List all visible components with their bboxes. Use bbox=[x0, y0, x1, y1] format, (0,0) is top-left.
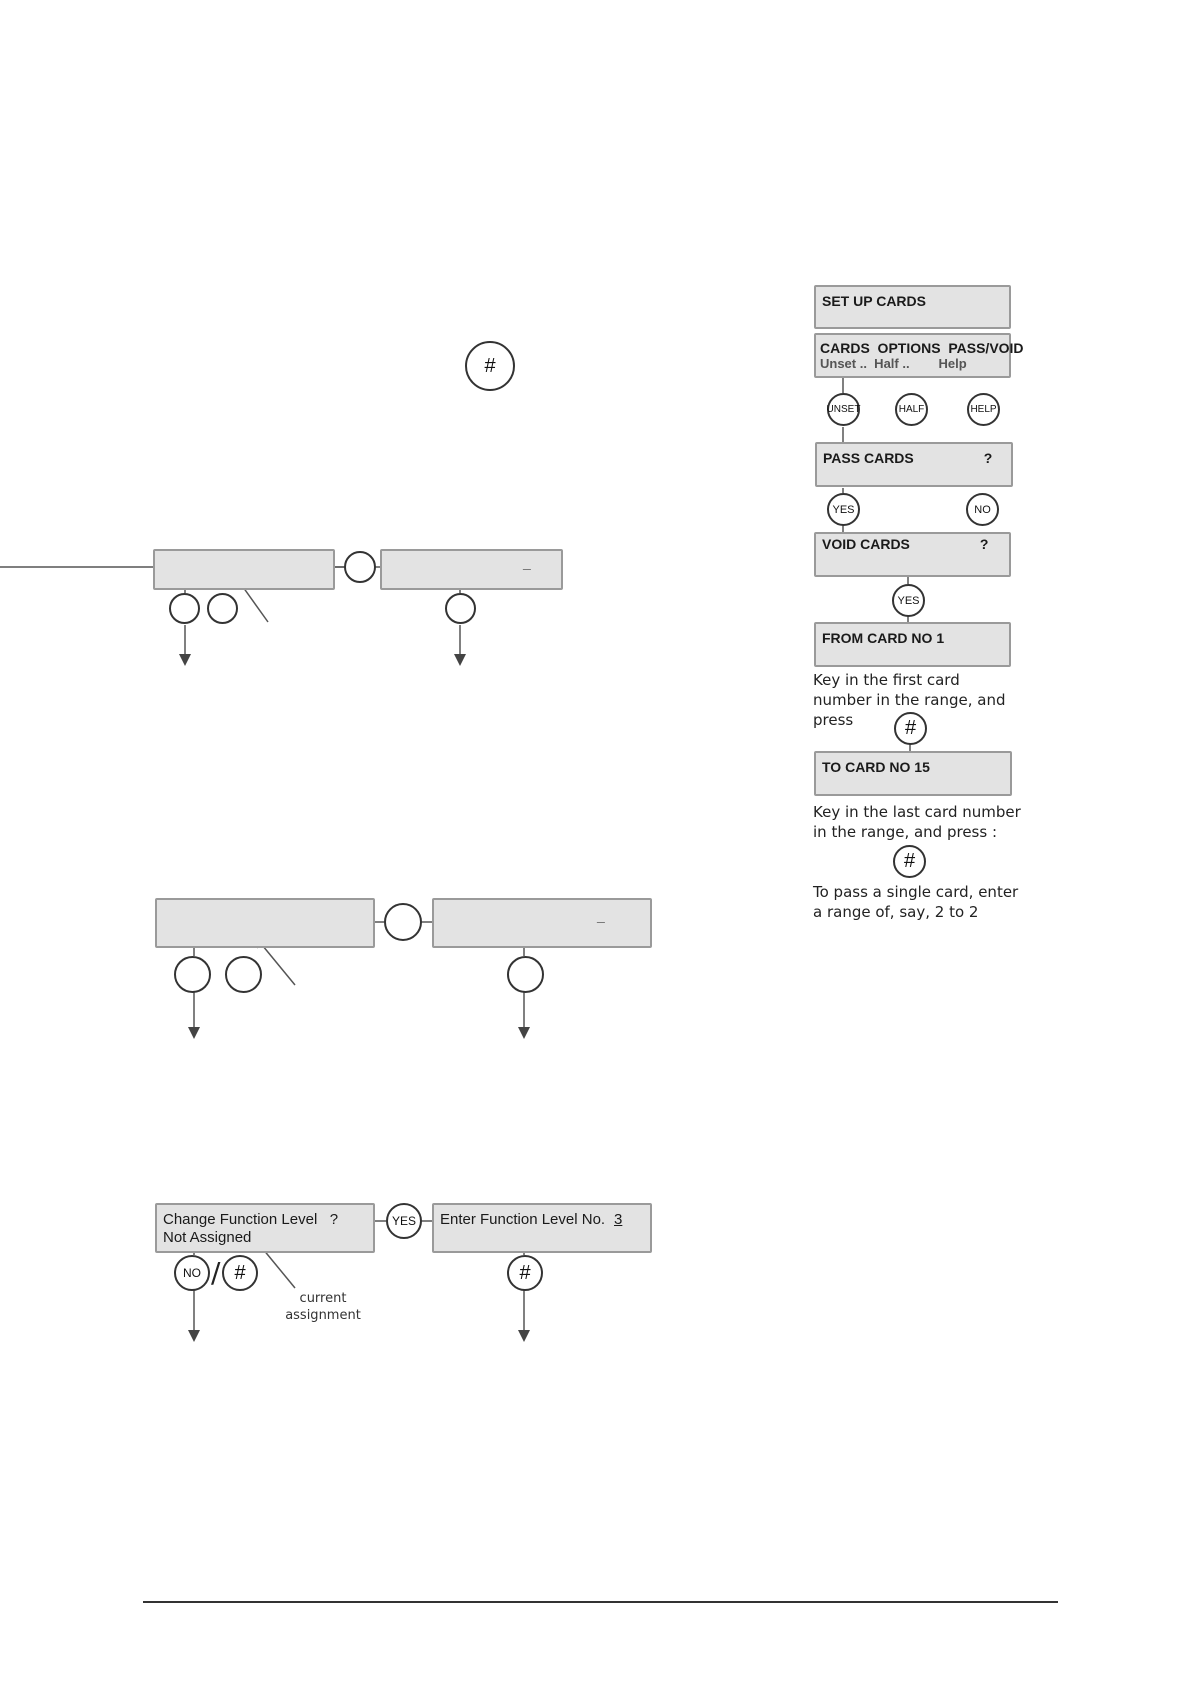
diagram2-left-key-b[interactable] bbox=[225, 956, 262, 993]
seq-display-4-line1: VOID CARDS ? bbox=[822, 536, 989, 552]
no-key[interactable]: NO bbox=[966, 493, 999, 526]
seq-display-setup-cards bbox=[814, 285, 1011, 329]
seq-display-cards-menu bbox=[814, 333, 1024, 378]
seq-display-3-line1: PASS CARDS ? bbox=[823, 450, 993, 466]
hash-key-to[interactable]: # bbox=[893, 845, 926, 878]
diagram2-center-key[interactable] bbox=[384, 903, 422, 941]
seq-display-6-line1: TO CARD NO 15 bbox=[822, 759, 930, 775]
yes-key-2[interactable]: YES bbox=[892, 584, 925, 617]
note-first-card: Key in the first card number in the range, and press bbox=[813, 671, 1006, 729]
diagram2-right-key[interactable] bbox=[507, 956, 544, 993]
diagram3-right-value: 3 bbox=[614, 1211, 623, 1228]
diagram3-annotation: current assignment bbox=[285, 1291, 361, 1323]
diagram2-left-key-a[interactable] bbox=[174, 956, 211, 993]
seq-display-2-line1: CARDS OPTIONS PASS/VOID bbox=[820, 340, 1024, 356]
diagram3-left-line2: Not Assigned bbox=[163, 1229, 252, 1246]
seq-display-from-card bbox=[814, 622, 1011, 667]
diagram3-left-line1: Change Function Level ? bbox=[163, 1211, 339, 1228]
diagram1-left-key-a[interactable] bbox=[169, 593, 200, 624]
diagram2-right-display bbox=[432, 898, 652, 948]
note-last-card: Key in the last card number in the range, and press : bbox=[813, 803, 1021, 841]
diagram3-slash: / bbox=[211, 1256, 221, 1289]
diagram3-yes-key[interactable]: YES bbox=[386, 1203, 422, 1239]
unset-key[interactable]: UNSET bbox=[827, 393, 860, 426]
diagram3-right-display bbox=[432, 1203, 652, 1253]
diagram1-right-display bbox=[380, 549, 563, 590]
diagram2-left-display bbox=[155, 898, 375, 948]
seq-display-1-line1: SET UP CARDS bbox=[822, 293, 926, 309]
yes-key-1[interactable]: YES bbox=[827, 493, 860, 526]
seq-display-void-cards bbox=[814, 532, 1011, 577]
footer-rule bbox=[143, 1601, 1058, 1603]
diagram1-center-key[interactable] bbox=[344, 551, 376, 583]
diagram3-hash-key-left[interactable]: # bbox=[222, 1255, 258, 1291]
diagram1-left-display bbox=[153, 549, 335, 590]
diagram1-left-key-b[interactable] bbox=[207, 593, 238, 624]
diagram1-cursor: _ bbox=[523, 555, 531, 571]
diagram3-right-line1: Enter Function Level No. bbox=[440, 1211, 606, 1228]
note-single-card: To pass a single card, enter a range of, say, 2 to 2 bbox=[813, 883, 1019, 921]
seq-display-to-card bbox=[814, 751, 1012, 796]
hash-key-top[interactable]: # bbox=[465, 341, 515, 391]
diagram2-cursor: _ bbox=[597, 908, 605, 924]
seq-display-5-line1: FROM CARD NO 1 bbox=[822, 630, 945, 646]
diagram3-left-display bbox=[155, 1203, 375, 1253]
seq-display-2-line2: Unset .. Half .. Help bbox=[820, 356, 967, 371]
diagram3-no-key[interactable]: NO bbox=[174, 1255, 210, 1291]
hash-key-from[interactable]: # bbox=[894, 712, 927, 745]
diagram1-right-key[interactable] bbox=[445, 593, 476, 624]
help-key[interactable]: HELP bbox=[967, 393, 1000, 426]
seq-display-pass-cards bbox=[815, 442, 1013, 487]
half-key[interactable]: HALF bbox=[895, 393, 928, 426]
diagram3-hash-key-right[interactable]: # bbox=[507, 1255, 543, 1291]
